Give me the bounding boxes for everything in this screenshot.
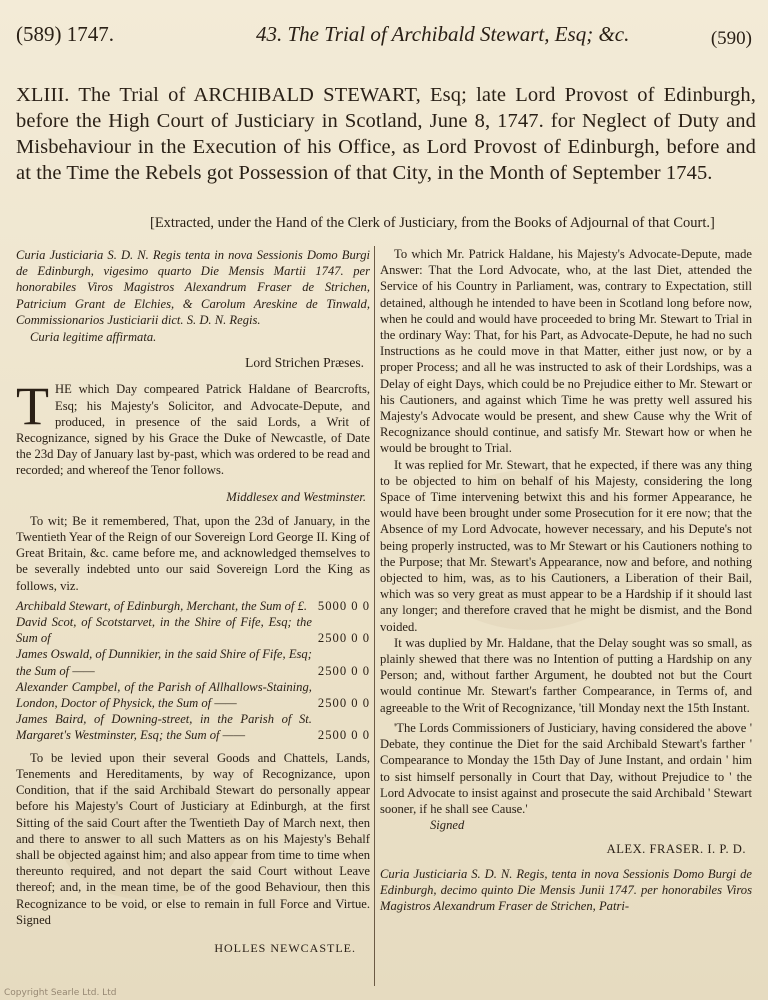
surety-text: David Scot, of Scotstarvet, in the Shire of Fife, Esq; the Sum of bbox=[16, 615, 312, 646]
drop-cap: T bbox=[16, 376, 49, 437]
header-page-right: (590) bbox=[710, 28, 752, 49]
extract-note: [Extracted, under the Hand of the Clerk of Justiciary, from the Books of Adjournal of that Court.] bbox=[150, 215, 715, 231]
lords-order-quote: 'The Lords Commissioners of Justiciary, having considered the above ' Debate, they continue the Diet for the said Archibald Stewart's farther ' Compearance to Monday the 15th Day of June Instant, and ordain ' him to sist himself personally in Court that Day, without Prejudice to ' the Lord Advocate to insist against and prosecute the said Archibald ' Stewart sooner, if he shall see Cause.' bbox=[380, 720, 752, 816]
signature-fraser: ALEX. FRASER. I. P. D. bbox=[606, 842, 746, 857]
surety-text: James Oswald, of Dunnikier, in the said Shire of Fife, Esq; the Sum of —— bbox=[16, 647, 312, 678]
surety-amount: 5000 0 0 bbox=[317, 598, 370, 613]
surety-row bbox=[16, 646, 370, 678]
left-column bbox=[16, 247, 370, 956]
surety-text: Archibald Stewart, of Edinburgh, Merchant, the Sum of £. bbox=[16, 598, 308, 613]
opening-paragraph bbox=[16, 376, 370, 478]
surety-amount: 2500 0 0 bbox=[317, 663, 370, 678]
surety-text: James Baird, of Downing-street, in the Parish of St. Margaret's Westminster, Esq; the Sum of —— bbox=[16, 712, 312, 743]
sureties-list bbox=[16, 598, 370, 744]
running-header bbox=[16, 20, 752, 54]
header-title: 43. The Trial of Archibald Stewart, Esq; &c. bbox=[256, 22, 630, 46]
condition-paragraph: To be levied upon their several Goods and Chattels, Lands, Tenements and Hereditaments, by way of Recognizance, upon Condition, that if the said Archibald Stewart do personally appear before his Majesty's Court of Justiciary at Edinburgh, at the first Sitting of the said Court after the Twentieth Day of March next, then and there to answer to all such Matters as on his Majesty's Behalf shall be objected against him; and also appear from time to time when thereunto required, and not depart the said Court without Leave thereof; and, in the mean time, be of the good Behaviour, then this Recognizance to be void, or else to remain in full Force and Virtue. Signed bbox=[16, 750, 370, 927]
to-wit-paragraph: To wit; Be it remembered, That, upon the 23d of January, in the Twentieth Year of the Reign of our Sovereign Lord George II. King of Great Britain, &c. came before me, and acknowledged themselves to be severally indebted unto our said Sovereign Lord the King as follows, viz. bbox=[16, 513, 370, 593]
surety-row bbox=[16, 711, 370, 743]
reply-paragraph: It was replied for Mr. Stewart, that he expected, if there was any thing to be objected to him on behalf of his Majesty, considering the long Space of Time intervening betwixt this and his former Appearance, he would have been brought under some Prosecution for it ere now; that the Absence of my Lord Advocate, however necessary, and his Depute's not being properly instructed, was to Mr Stewart or his Cautioners nothing to the Purpose; that Mr. Stewart's Appearance, now and before, and nothing objected to him, was, as to his Cautioners, a Liberation of their Bail, which was so very great as must appear to be a Hardship if it should last any longer; and therefore craved that he might be dismist, and the Bond voided. bbox=[380, 457, 752, 634]
surety-row bbox=[16, 598, 370, 614]
surety-row bbox=[16, 679, 370, 711]
curia-affirmata: Curia legitime affirmata. bbox=[30, 330, 157, 345]
right-column bbox=[380, 246, 752, 914]
signature-newcastle: HOLLES NEWCASTLE. bbox=[214, 940, 356, 955]
duply-paragraph: It was duplied by Mr. Haldane, that the Delay sought was so small, as plainly shewed that there was no Intention of putting a Hardship on any Person; and, without farther Argument, he doubted not but the Court would continue Mr. Stewart's farther Compearance, in Terms of, and agreeable to the Writ of Recognizance, 'till Monday next the 15th Instant. bbox=[380, 635, 752, 715]
trial-title: XLIII. The Trial of ARCHIBALD STEWART, Esq; late Lord Provost of Edinburgh, before the High Court of Justiciary in Scotland, June 8, 1747. for Neglect of Duty and Misbehaviour in the Execution of his Office, as Lord Provost of Edinburgh, before and at the Time the Rebels got Possession of that City, in the Month of September 1745. bbox=[16, 84, 756, 184]
curia-paragraph: Curia Justiciaria S. D. N. Regis tenta in nova Sessionis Domo Burgi de Edinburgh, vigesimo quarto Die Mensis Martii 1747. per honorabiles Viros Magistros Alexandrum Fraser de Strichen, Patricium Grant de Elchies, & Carolum Areskine de Tinwald, Commissionarios Justiciarii dict. S. D. N. Regis. bbox=[16, 248, 370, 327]
surety-amount: 2500 0 0 bbox=[317, 728, 370, 743]
surety-amount: 2500 0 0 bbox=[317, 631, 370, 646]
surety-amount: 2500 0 0 bbox=[317, 696, 370, 711]
surety-text: Alexander Campbel, of the Parish of Allhallows-Staining, London, Doctor of Physick, the Sum of —— bbox=[16, 679, 312, 711]
praeses-line: Lord Strichen Præses. bbox=[245, 355, 364, 371]
second-curia-paragraph: Curia Justiciaria S. D. N. Regis, tenta in nova Sessionis Domo Burgi de Edinburgh, decimo quinto Die Mensis Junii 1747. per honorabiles Viros Magistros Alexandrum Fraser de Strichen, Patri- bbox=[380, 866, 752, 913]
copyright-watermark: Copyright Searle Ltd. Ltd bbox=[4, 988, 117, 998]
signed-label: Signed bbox=[430, 818, 465, 833]
opening-text: HE which Day compeared Patrick Haldane of Bearcrofts, Esq; his Majesty's Solicitor, and Advocate-Depute, and produced, in presence of the said Lords, a Writ of Recognizance, signed by his Grace the Duke of Newcastle, of Date the 23d Day of January last by-past, which was ordered to be read and recorded; and whereof the Tenor follows. bbox=[16, 382, 370, 478]
answer-paragraph: To which Mr. Patrick Haldane, his Majesty's Advocate-Depute, made Answer: That the Lord Advocate, who, at the last Diet, attended the Service of his Country in Parliament, was, contrary to Expectation, still detained, although he intended to have been in Scotland long before now, when he could and would have proceeded to bring Mr. Stewart to Trial in the ordinary Way: That, for his Part, as Advocate-Depute, he had no such Instructions as he could move in that Matter, either just now, or by a proper Process; and all he was instructed to ask of their Lordships, was a Delay of eight Days, which could be no Prejudice either to Mr. Stewart or his Cautioners, and against which Time he was pretty well assured his Majesty's Advocate would be present, and shew Cause why the Writ of Recognizance should continue, and satisfy Mr. Stewart how or when he would be brought to Trial. bbox=[380, 247, 752, 456]
surety-row bbox=[16, 614, 370, 646]
jurisdiction-line: Middlesex and Westminster. bbox=[226, 489, 366, 504]
header-page-left: (589) 1747. bbox=[16, 22, 114, 46]
column-divider bbox=[374, 246, 375, 986]
